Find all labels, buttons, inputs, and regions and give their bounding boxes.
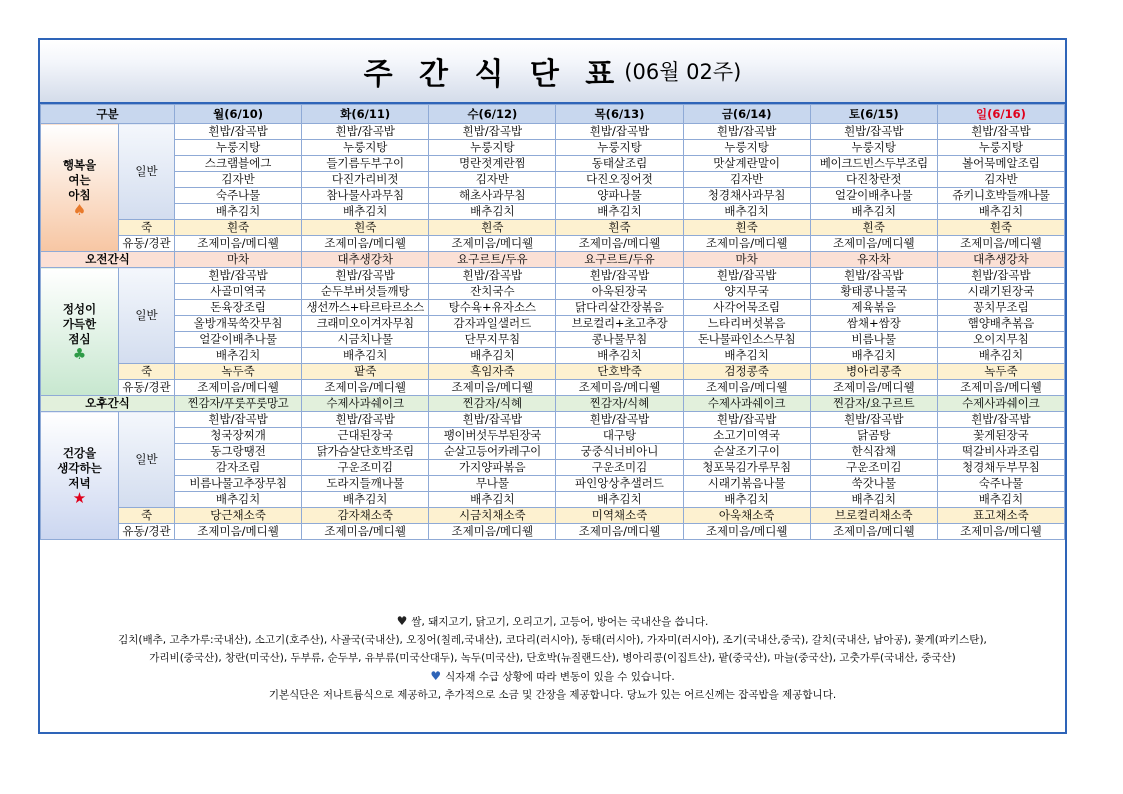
dinner-label-line: 저녁 bbox=[68, 475, 91, 490]
menu-item: 흰밥/잡곡밥 bbox=[810, 412, 937, 428]
snack-item: 마차 bbox=[175, 252, 302, 268]
breakfast-label-line: 아침 bbox=[68, 187, 91, 202]
liquid-item: 조제미음/메디웰 bbox=[810, 236, 937, 252]
menu-item: 흰밥/잡곡밥 bbox=[556, 124, 683, 140]
page-title: 주 간 식 단 표 bbox=[363, 57, 623, 92]
snack-item: 찐감자/식혜 bbox=[556, 396, 683, 412]
menu-item: 명란젓계란찜 bbox=[429, 156, 556, 172]
dinner-row bbox=[41, 444, 1065, 460]
snack-item: 대추생강차 bbox=[937, 252, 1064, 268]
porridge-item: 녹두죽 bbox=[937, 364, 1064, 380]
menu-item: 참나물사과무침 bbox=[302, 188, 429, 204]
menu-item: 근대된장국 bbox=[302, 428, 429, 444]
menu-item: 동태살조림 bbox=[556, 156, 683, 172]
menu-item: 사골미역국 bbox=[175, 284, 302, 300]
menu-item: 다진오징어젓 bbox=[556, 172, 683, 188]
menu-item: 배추김치 bbox=[937, 348, 1064, 364]
snack-item: 유자차 bbox=[810, 252, 937, 268]
menu-item: 햄양배추볶음 bbox=[937, 316, 1064, 332]
menu-item: 다진가리비젓 bbox=[302, 172, 429, 188]
dinner-row bbox=[41, 412, 1065, 428]
menu-item: 순살고등어카레구이 bbox=[429, 444, 556, 460]
header-day: 월(6/10) bbox=[175, 105, 302, 124]
menu-item: 김자반 bbox=[937, 172, 1064, 188]
menu-item: 배추김치 bbox=[810, 348, 937, 364]
porridge-label: 죽 bbox=[119, 508, 175, 524]
liquid-item: 조제미음/메디웰 bbox=[810, 380, 937, 396]
menu-item: 궁중식너비아니 bbox=[556, 444, 683, 460]
liquid-item: 조제미음/메디웰 bbox=[556, 524, 683, 540]
menu-item: 팽이버섯두부된장국 bbox=[429, 428, 556, 444]
menu-item: 구운조미김 bbox=[302, 460, 429, 476]
lunch-label-line: 가득한 bbox=[62, 316, 97, 331]
menu-item: 누룽지탕 bbox=[302, 140, 429, 156]
breakfast-liquid-row bbox=[41, 236, 1065, 252]
header-category: 구분 bbox=[41, 105, 175, 124]
menu-item: 흰밥/잡곡밥 bbox=[556, 412, 683, 428]
club-icon: ♣ bbox=[72, 344, 87, 363]
week-label: (06월 02주) bbox=[624, 60, 742, 84]
liquid-item: 조제미음/메디웰 bbox=[429, 236, 556, 252]
menu-item: 다진창란젓 bbox=[810, 172, 937, 188]
menu-item: 올방개묵쑥갓무침 bbox=[175, 316, 302, 332]
porridge-item: 흰죽 bbox=[683, 220, 810, 236]
menu-item: 흰밥/잡곡밥 bbox=[937, 412, 1064, 428]
liquid-item: 조제미음/메디웰 bbox=[683, 524, 810, 540]
porridge-item: 아욱채소죽 bbox=[683, 508, 810, 524]
menu-item: 쥬키니호박들깨나물 bbox=[937, 188, 1064, 204]
dinner-row bbox=[41, 428, 1065, 444]
menu-item: 누룽지탕 bbox=[937, 140, 1064, 156]
menu-item: 순두부버섯들깨탕 bbox=[302, 284, 429, 300]
porridge-item: 당근채소죽 bbox=[175, 508, 302, 524]
general-label: 일반 bbox=[119, 412, 175, 508]
menu-item: 해초사과무침 bbox=[429, 188, 556, 204]
menu-item: 시금치나물 bbox=[302, 332, 429, 348]
menu-item: 스크램블에그 bbox=[175, 156, 302, 172]
breakfast-label bbox=[41, 124, 119, 252]
menu-item: 청경채두부무침 bbox=[937, 460, 1064, 476]
menu-item: 볼어묵메알조림 bbox=[937, 156, 1064, 172]
weekly-menu-table bbox=[40, 104, 1065, 540]
am_snack-row bbox=[41, 252, 1065, 268]
menu-item: 베이크드빈스두부조림 bbox=[810, 156, 937, 172]
dinner-row bbox=[41, 460, 1065, 476]
menu-item: 양파나물 bbox=[556, 188, 683, 204]
liquid-item: 조제미음/메디웰 bbox=[302, 380, 429, 396]
menu-item: 배추김치 bbox=[302, 204, 429, 220]
liquid-item: 조제미음/메디웰 bbox=[683, 380, 810, 396]
porridge-item: 검정콩죽 bbox=[683, 364, 810, 380]
menu-item: 동그랑땡전 bbox=[175, 444, 302, 460]
menu-item: 닭가슴살단호박조림 bbox=[302, 444, 429, 460]
snack-item: 대추생강차 bbox=[302, 252, 429, 268]
porridge-item: 단호박죽 bbox=[556, 364, 683, 380]
menu-item: 누룽지탕 bbox=[810, 140, 937, 156]
liquid-item: 조제미음/메디웰 bbox=[556, 380, 683, 396]
lunch-row bbox=[41, 268, 1065, 284]
menu-item: 비름나물 bbox=[810, 332, 937, 348]
menu-item: 떡갈비사과조림 bbox=[937, 444, 1064, 460]
porridge-item: 감자채소죽 bbox=[302, 508, 429, 524]
menu-sheet bbox=[38, 38, 1067, 734]
porridge-item: 시금치채소죽 bbox=[429, 508, 556, 524]
porridge-item: 흰죽 bbox=[429, 220, 556, 236]
menu-item: 감자조림 bbox=[175, 460, 302, 476]
menu-item: 배추김치 bbox=[429, 492, 556, 508]
menu-item: 감자과일샐러드 bbox=[429, 316, 556, 332]
menu-item: 돈육장조림 bbox=[175, 300, 302, 316]
breakfast-row bbox=[41, 188, 1065, 204]
liquid-item: 조제미음/메디웰 bbox=[175, 236, 302, 252]
menu-item: 배추김치 bbox=[175, 204, 302, 220]
liquid-item: 조제미음/메디웰 bbox=[937, 380, 1064, 396]
lunch-row bbox=[41, 332, 1065, 348]
title-bar bbox=[40, 40, 1065, 104]
lunch-row bbox=[41, 348, 1065, 364]
snack-item: 요구르트/두유 bbox=[556, 252, 683, 268]
liquid-item: 조제미음/메디웰 bbox=[683, 236, 810, 252]
menu-item: 탕수육+유자소스 bbox=[429, 300, 556, 316]
menu-item: 꽃게된장국 bbox=[937, 428, 1064, 444]
menu-item: 들기름두부구이 bbox=[302, 156, 429, 172]
menu-item: 쌈채+쌈장 bbox=[810, 316, 937, 332]
menu-item: 오이지무침 bbox=[937, 332, 1064, 348]
menu-item: 흰밥/잡곡밥 bbox=[175, 412, 302, 428]
menu-item: 흰밥/잡곡밥 bbox=[810, 124, 937, 140]
menu-item: 배추김치 bbox=[175, 348, 302, 364]
dinner-row bbox=[41, 476, 1065, 492]
menu-item: 꽁치무조림 bbox=[937, 300, 1064, 316]
origin-note: ♥ 쌀, 돼지고기, 닭고기, 오리고기, 고등어, 방어는 국내산을 씁니다. bbox=[396, 614, 709, 628]
menu-item: 청포묵김가루무침 bbox=[683, 460, 810, 476]
header-day: 금(6/14) bbox=[683, 105, 810, 124]
breakfast-row bbox=[41, 156, 1065, 172]
porridge-label: 죽 bbox=[119, 364, 175, 380]
lunch-label-line: 정성이 bbox=[62, 301, 97, 316]
porridge-item: 흑임자죽 bbox=[429, 364, 556, 380]
header-day: 토(6/15) bbox=[810, 105, 937, 124]
porridge-item: 표고채소죽 bbox=[937, 508, 1064, 524]
snack-item: 찐감자/요구르트 bbox=[810, 396, 937, 412]
liquid-label: 유동/경관 bbox=[119, 380, 175, 396]
header-day: 수(6/12) bbox=[429, 105, 556, 124]
liquid-item: 조제미음/메디웰 bbox=[429, 524, 556, 540]
liquid-item: 조제미음/메디웰 bbox=[175, 524, 302, 540]
menu-item: 배추김치 bbox=[556, 204, 683, 220]
porridge-item: 녹두죽 bbox=[175, 364, 302, 380]
breakfast-row bbox=[41, 204, 1065, 220]
service-note: 기본식단은 저나트륨식으로 제공하고, 추가적으로 소금 및 간장을 제공합니다. 당뇨가 있는 어르신께는 잡곡밥을 제공합니다. bbox=[268, 689, 837, 701]
menu-item: 콩나물무침 bbox=[556, 332, 683, 348]
liquid-item: 조제미음/메디웰 bbox=[302, 524, 429, 540]
menu-item: 도라지들깨나물 bbox=[302, 476, 429, 492]
menu-item: 얼갈이배추나물 bbox=[810, 188, 937, 204]
menu-item: 대구탕 bbox=[556, 428, 683, 444]
liquid-item: 조제미음/메디웰 bbox=[556, 236, 683, 252]
change-note: ♥ 식자재 수급 상황에 따라 변동이 있을 수 있습니다. bbox=[430, 669, 675, 683]
header-row bbox=[41, 105, 1065, 124]
dinner-row bbox=[41, 492, 1065, 508]
porridge-item: 브로컬리채소죽 bbox=[810, 508, 937, 524]
general-label: 일반 bbox=[119, 268, 175, 364]
star-icon: ★ bbox=[72, 488, 87, 507]
menu-item: 얼갈이배추나물 bbox=[175, 332, 302, 348]
menu-item: 누룽지탕 bbox=[556, 140, 683, 156]
porridge-item: 흰죽 bbox=[556, 220, 683, 236]
snack-item: 요구르트/두유 bbox=[429, 252, 556, 268]
menu-item: 한식잡채 bbox=[810, 444, 937, 460]
liquid-label: 유동/경관 bbox=[119, 524, 175, 540]
menu-item: 쑥갓나물 bbox=[810, 476, 937, 492]
menu-item: 누룽지탕 bbox=[683, 140, 810, 156]
menu-item: 청경채사과무침 bbox=[683, 188, 810, 204]
liquid-item: 조제미음/메디웰 bbox=[429, 380, 556, 396]
footer-notes bbox=[40, 612, 1065, 732]
menu-item: 맛살계란말이 bbox=[683, 156, 810, 172]
liquid-item: 조제미음/메디웰 bbox=[302, 236, 429, 252]
general-label: 일반 bbox=[119, 124, 175, 220]
menu-item: 숙주나물 bbox=[937, 476, 1064, 492]
menu-item: 흰밥/잡곡밥 bbox=[302, 124, 429, 140]
dinner-liquid-row bbox=[41, 524, 1065, 540]
liquid-label: 유동/경관 bbox=[119, 236, 175, 252]
menu-item: 배추김치 bbox=[937, 204, 1064, 220]
menu-item: 배추김치 bbox=[810, 204, 937, 220]
pm_snack-row bbox=[41, 396, 1065, 412]
menu-item: 흰밥/잡곡밥 bbox=[175, 268, 302, 284]
menu-item: 흰밥/잡곡밥 bbox=[810, 268, 937, 284]
breakfast-label-line: 행복을 bbox=[62, 157, 97, 172]
header-day: 목(6/13) bbox=[556, 105, 683, 124]
porridge-item: 흰죽 bbox=[937, 220, 1064, 236]
breakfast-row bbox=[41, 172, 1065, 188]
menu-item: 배추김치 bbox=[683, 492, 810, 508]
heart-icon: ♥ bbox=[430, 669, 442, 683]
menu-item: 김자반 bbox=[683, 172, 810, 188]
menu-item: 배추김치 bbox=[810, 492, 937, 508]
menu-item: 배추김치 bbox=[683, 348, 810, 364]
porridge-item: 흰죽 bbox=[810, 220, 937, 236]
menu-item: 흰밥/잡곡밥 bbox=[429, 412, 556, 428]
snack-item: 찐감자/푸룻푸룻망고 bbox=[175, 396, 302, 412]
menu-item: 브로컬리+초고추장 bbox=[556, 316, 683, 332]
header-day: 화(6/11) bbox=[302, 105, 429, 124]
menu-item: 누룽지탕 bbox=[175, 140, 302, 156]
menu-item: 배추김치 bbox=[429, 204, 556, 220]
menu-item: 김자반 bbox=[175, 172, 302, 188]
dinner-label bbox=[41, 412, 119, 540]
spade-icon: ♠ bbox=[72, 200, 87, 219]
menu-item: 흰밥/잡곡밥 bbox=[556, 268, 683, 284]
menu-item: 단무지무침 bbox=[429, 332, 556, 348]
liquid-item: 조제미음/메디웰 bbox=[175, 380, 302, 396]
menu-item: 무나물 bbox=[429, 476, 556, 492]
liquid-item: 조제미음/메디웰 bbox=[937, 524, 1064, 540]
origin-line-2: 가리비(중국산), 창란(미국산), 두부류, 순두부, 유부류(미국산대두), 녹두(미국산), 단호박(뉴질랜드산), 병아리콩(이집트산), 팥(중국산), 마늘(중국산), 고춧가루(국내산, 중국산) bbox=[149, 652, 956, 664]
menu-item: 흰밥/잡곡밥 bbox=[937, 268, 1064, 284]
snack-item: 찐감자/식혜 bbox=[429, 396, 556, 412]
menu-item: 배추김치 bbox=[556, 348, 683, 364]
menu-item: 아욱된장국 bbox=[556, 284, 683, 300]
header-day: 일(6/16) bbox=[937, 105, 1064, 124]
menu-item: 흰밥/잡곡밥 bbox=[302, 412, 429, 428]
porridge-item: 팥죽 bbox=[302, 364, 429, 380]
menu-item: 흰밥/잡곡밥 bbox=[429, 124, 556, 140]
liquid-item: 조제미음/메디웰 bbox=[810, 524, 937, 540]
pm_snack-label: 오후간식 bbox=[41, 396, 175, 412]
menu-item: 소고기미역국 bbox=[683, 428, 810, 444]
menu-item: 흰밥/잡곡밥 bbox=[429, 268, 556, 284]
menu-item: 생선까스+타르타르소스 bbox=[302, 300, 429, 316]
menu-item: 흰밥/잡곡밥 bbox=[683, 412, 810, 428]
lunch-label-line: 점심 bbox=[68, 331, 91, 346]
menu-item: 구운조미김 bbox=[556, 460, 683, 476]
menu-item: 흰밥/잡곡밥 bbox=[302, 268, 429, 284]
lunch-label bbox=[41, 268, 119, 396]
snack-item: 수제사과쉐이크 bbox=[937, 396, 1064, 412]
menu-item: 배추김치 bbox=[556, 492, 683, 508]
porridge-item: 흰죽 bbox=[302, 220, 429, 236]
menu-item: 닭다리살간장볶음 bbox=[556, 300, 683, 316]
porridge-item: 흰죽 bbox=[175, 220, 302, 236]
dinner-label-line: 생각하는 bbox=[57, 460, 102, 475]
menu-item: 배추김치 bbox=[175, 492, 302, 508]
menu-item: 크래미오이겨자무침 bbox=[302, 316, 429, 332]
menu-item: 배추김치 bbox=[683, 204, 810, 220]
menu-item: 흰밥/잡곡밥 bbox=[175, 124, 302, 140]
lunch-row bbox=[41, 284, 1065, 300]
menu-item: 사각어묵조림 bbox=[683, 300, 810, 316]
menu-item: 순살조기구이 bbox=[683, 444, 810, 460]
liquid-item: 조제미음/메디웰 bbox=[937, 236, 1064, 252]
menu-item: 누룽지탕 bbox=[429, 140, 556, 156]
menu-item: 황태콩나물국 bbox=[810, 284, 937, 300]
menu-item: 닭곰탕 bbox=[810, 428, 937, 444]
lunch-row bbox=[41, 316, 1065, 332]
breakfast-label-line: 여는 bbox=[68, 172, 91, 187]
snack-item: 수제사과쉐이크 bbox=[683, 396, 810, 412]
breakfast-row bbox=[41, 140, 1065, 156]
heart-icon: ♥ bbox=[396, 614, 408, 628]
menu-item: 시래기볶음나물 bbox=[683, 476, 810, 492]
menu-item: 비름나물고추장무침 bbox=[175, 476, 302, 492]
menu-item: 흰밥/잡곡밥 bbox=[683, 268, 810, 284]
breakfast-row bbox=[41, 124, 1065, 140]
menu-item: 숙주나물 bbox=[175, 188, 302, 204]
menu-item: 흰밥/잡곡밥 bbox=[937, 124, 1064, 140]
snack-item: 수제사과쉐이크 bbox=[302, 396, 429, 412]
porridge-label: 죽 bbox=[119, 220, 175, 236]
snack-item: 마차 bbox=[683, 252, 810, 268]
menu-item: 잔치국수 bbox=[429, 284, 556, 300]
menu-item: 돈나물파인소스무침 bbox=[683, 332, 810, 348]
menu-item: 배추김치 bbox=[429, 348, 556, 364]
breakfast-porridge-row bbox=[41, 220, 1065, 236]
lunch-liquid-row bbox=[41, 380, 1065, 396]
menu-item: 김자반 bbox=[429, 172, 556, 188]
menu-item: 파인앙상추샐러드 bbox=[556, 476, 683, 492]
porridge-item: 미역채소죽 bbox=[556, 508, 683, 524]
menu-item: 양지무국 bbox=[683, 284, 810, 300]
menu-item: 흰밥/잡곡밥 bbox=[683, 124, 810, 140]
menu-item: 구운조미김 bbox=[810, 460, 937, 476]
lunch-row bbox=[41, 300, 1065, 316]
origin-line-1: 김치(배추, 고추가루:국내산), 소고기(호주산), 사골국(국내산), 오징어(칠레,국내산), 코다리(러시아), 동태(러시아), 가자미(러시아), 조기(국내산,중국), 갈치(국내산, 남아공), 꽃게(파키스탄), bbox=[118, 634, 987, 646]
menu-item: 느타리버섯볶음 bbox=[683, 316, 810, 332]
menu-item: 배추김치 bbox=[937, 492, 1064, 508]
dinner-label-line: 건강을 bbox=[62, 445, 97, 460]
menu-item: 가지양파볶음 bbox=[429, 460, 556, 476]
menu-item: 청국장찌개 bbox=[175, 428, 302, 444]
menu-item: 배추김치 bbox=[302, 492, 429, 508]
porridge-item: 병아리콩죽 bbox=[810, 364, 937, 380]
dinner-porridge-row bbox=[41, 508, 1065, 524]
menu-item: 제육볶음 bbox=[810, 300, 937, 316]
lunch-porridge-row bbox=[41, 364, 1065, 380]
am_snack-label: 오전간식 bbox=[41, 252, 175, 268]
menu-item: 시래기된장국 bbox=[937, 284, 1064, 300]
menu-item: 배추김치 bbox=[302, 348, 429, 364]
